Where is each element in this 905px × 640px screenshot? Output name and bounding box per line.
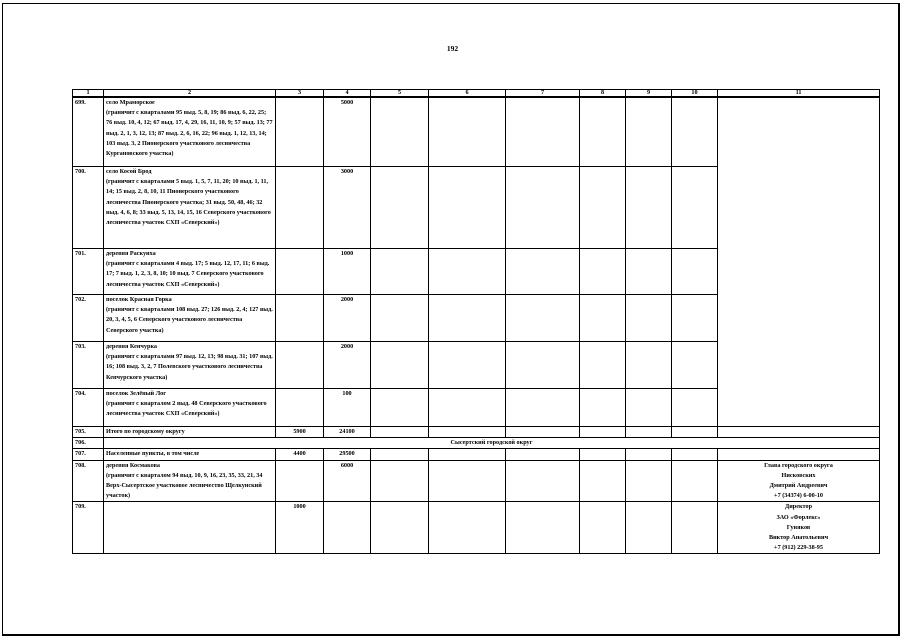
cell-col3 <box>276 389 324 427</box>
cell-col8 <box>580 249 626 295</box>
settlement-cell <box>104 460 276 502</box>
cell-col8 <box>580 342 626 389</box>
settlement-description: (граничит с кварталами 108 выд. 27; 126 выд. 2, 4; 127 выд. 20, 3, 4, 5, 6 Северского участкового лесничества Северского участка) <box>106 306 273 334</box>
cell-col6 <box>429 295 506 342</box>
col-header: 9 <box>626 90 672 98</box>
settlement-cell <box>104 249 276 295</box>
cell-col6 <box>429 502 506 554</box>
cell-col6 <box>429 427 506 438</box>
settlement-name: деревня Космакова <box>106 461 161 469</box>
total-label: Итого по городскому округу <box>104 427 276 438</box>
header-row <box>73 90 880 98</box>
cell-col8 <box>580 295 626 342</box>
cell-col10 <box>672 342 718 389</box>
signature-line: Дмитрий Андреевич <box>769 482 828 490</box>
cell-col5 <box>371 342 429 389</box>
cell-col8 <box>580 427 626 438</box>
cell-col10 <box>672 427 718 438</box>
col-header: 5 <box>371 90 429 98</box>
col-header: 4 <box>324 90 371 98</box>
cell-col11 <box>718 295 880 342</box>
table-row <box>73 342 880 389</box>
col-header: 6 <box>429 90 506 98</box>
row-number: 704. <box>73 389 104 427</box>
cell-col11 <box>718 249 880 295</box>
cell-col5 <box>371 427 429 438</box>
cell-col7 <box>506 167 580 249</box>
cell-col3: 1000 <box>276 502 324 554</box>
cell-col7 <box>506 427 580 438</box>
cell-col4: 29500 <box>324 449 371 460</box>
cell-col5 <box>371 97 429 167</box>
table-row <box>73 502 880 554</box>
row-number: 706. <box>73 438 104 449</box>
row-number: 709. <box>73 502 104 554</box>
signature-line: Нисковских <box>781 471 816 479</box>
cell-col8 <box>580 97 626 167</box>
cell-col9 <box>626 97 672 167</box>
table-row <box>73 389 880 427</box>
cell-col10 <box>672 502 718 554</box>
total-row <box>73 427 880 438</box>
row-number: 708. <box>73 460 104 502</box>
signature-line: +7 (34374) 6-00-10 <box>774 492 823 500</box>
col-header: 7 <box>506 90 580 98</box>
cell-col5 <box>371 502 429 554</box>
cell-col10 <box>672 167 718 249</box>
cell-col7 <box>506 295 580 342</box>
cell-col6 <box>429 167 506 249</box>
cell-col9 <box>626 249 672 295</box>
subtotal-row <box>73 449 880 460</box>
cell-col3: 5900 <box>276 427 324 438</box>
settlements-table <box>72 89 880 554</box>
cell-col10 <box>672 449 718 460</box>
signature-block-head <box>718 460 880 502</box>
cell-col6 <box>429 249 506 295</box>
table-row <box>73 249 880 295</box>
section-title: Сысертский городской округ <box>104 438 880 449</box>
cell-col8 <box>580 502 626 554</box>
cell-col9 <box>626 449 672 460</box>
cell-col11 <box>718 97 880 167</box>
cell-col6 <box>429 449 506 460</box>
settlement-cell <box>104 167 276 249</box>
settlement-cell <box>104 502 276 554</box>
cell-col4 <box>324 502 371 554</box>
settlement-name: село Мраморское <box>106 99 155 106</box>
cell-col4: 3000 <box>324 167 371 249</box>
col-header: 2 <box>104 90 276 98</box>
table-row <box>73 97 880 167</box>
cell-col6 <box>429 342 506 389</box>
settlement-description: (граничит с кварталами 95 выд. 5, 8, 19; 86 выд. 6, 22, 25; 76 выд. 10, 4, 12; 67 выд. 17, 4, 29, 16, 11, 10, 9; 57 выд. 13; 77 выд. 2, 1, 3, 12, 13; 87 выд. 2, 6, 16, 22; 96 выд. 1, 12, 13, 14; 103 выд. 3, 2 Пионерского участкового лесничества Кургановского участка) <box>106 109 273 158</box>
table-row <box>73 460 880 502</box>
signature-line: Виктор Анатольевич <box>768 534 829 542</box>
cell-col5 <box>371 249 429 295</box>
col-header: 8 <box>580 90 626 98</box>
cell-col7 <box>506 342 580 389</box>
cell-col5 <box>371 460 429 502</box>
settlement-cell <box>104 389 276 427</box>
cell-col10 <box>672 389 718 427</box>
cell-col10 <box>672 295 718 342</box>
table-row <box>73 167 880 249</box>
cell-col11 <box>718 342 880 389</box>
cell-col9 <box>626 502 672 554</box>
cell-col6 <box>429 460 506 502</box>
cell-col11 <box>718 389 880 427</box>
settlement-name: село Косой Брод <box>106 168 152 175</box>
row-number: 707. <box>73 449 104 460</box>
cell-col4: 100 <box>324 389 371 427</box>
signature-line: ЗАО «Форлекс» <box>776 513 821 521</box>
subtotal-label: Населенные пункты, в том числе <box>104 449 276 460</box>
cell-col3 <box>276 460 324 502</box>
col-header: 10 <box>672 90 718 98</box>
cell-col11 <box>718 167 880 249</box>
cell-col4: 2000 <box>324 342 371 389</box>
cell-col7 <box>506 249 580 295</box>
cell-col9 <box>626 460 672 502</box>
cell-col3 <box>276 97 324 167</box>
col-header: 1 <box>73 90 104 98</box>
cell-col5 <box>371 167 429 249</box>
settlement-description: (граничит с кварталами 5 выд. 1, 5, 7, 11, 20; 10 выд. 1, 11, 14; 15 выд. 2, 8, 10, 11 Пионерского участкового лесничества Пионерского участка; 31 выд. 50, 48, 46; 32 выд. 4, 6, 8; 33 выд. 5, 13, 14, 15, 16 Северского участкового лесничества участок СХП «Северский») <box>106 178 271 227</box>
cell-col11 <box>718 449 880 460</box>
cell-col7 <box>506 502 580 554</box>
settlement-cell <box>104 97 276 167</box>
cell-col3 <box>276 295 324 342</box>
signature-line: +7 (912) 229-38-95 <box>774 544 823 552</box>
signature-line: Глава городского округа <box>764 461 833 469</box>
cell-col3: 4400 <box>276 449 324 460</box>
settlement-cell <box>104 295 276 342</box>
table-row <box>73 295 880 342</box>
cell-col7 <box>506 460 580 502</box>
cell-col4: 5000 <box>324 97 371 167</box>
cell-col4: 24100 <box>324 427 371 438</box>
row-number: 700. <box>73 167 104 249</box>
cell-col11 <box>718 427 880 438</box>
settlement-name: поселок Зелёный Лог <box>106 390 167 397</box>
cell-col4: 2000 <box>324 295 371 342</box>
cell-col9 <box>626 167 672 249</box>
settlement-description: (граничит с кварталами 97 выд. 12, 13; 98 выд. 31; 107 выд. 16; 108 выд. 3, 2, 7 Полевского участкового лесничества Кенчурского участка) <box>106 353 273 381</box>
cell-col8 <box>580 449 626 460</box>
row-number: 705. <box>73 427 104 438</box>
row-number: 701. <box>73 249 104 295</box>
cell-col3 <box>276 249 324 295</box>
cell-col3 <box>276 342 324 389</box>
settlement-name: поселок Красная Горка <box>106 296 172 303</box>
cell-col7 <box>506 389 580 427</box>
cell-col7 <box>506 97 580 167</box>
cell-col9 <box>626 389 672 427</box>
signature-line: Гуняков <box>786 523 811 531</box>
settlement-description: (граничит с кварталами 4 выд. 17; 5 выд. 12, 17, 11; 6 выд. 17; 7 выд. 1, 2, 3, 8, 10; 10 выд. 7 Северского участкового лесничества участок СХП «Северский») <box>106 260 270 288</box>
page-number: 192 <box>446 44 459 53</box>
cell-col4: 6000 <box>324 460 371 502</box>
cell-col6 <box>429 389 506 427</box>
cell-col10 <box>672 97 718 167</box>
cell-col5 <box>371 295 429 342</box>
cell-col5 <box>371 389 429 427</box>
cell-col5 <box>371 449 429 460</box>
settlement-description: (граничит с кварталом 2 выд. 48 Северского участкового лесничества участок СХП «Северский») <box>106 400 267 418</box>
settlement-cell <box>104 342 276 389</box>
cell-col8 <box>580 460 626 502</box>
row-number: 699. <box>73 97 104 167</box>
col-header: 11 <box>718 90 880 98</box>
cell-col10 <box>672 460 718 502</box>
cell-col9 <box>626 427 672 438</box>
row-number: 702. <box>73 295 104 342</box>
cell-col6 <box>429 97 506 167</box>
section-row <box>73 438 880 449</box>
cell-col10 <box>672 249 718 295</box>
settlement-name: деревня Кенчурка <box>106 343 158 350</box>
cell-col7 <box>506 449 580 460</box>
cell-col9 <box>626 295 672 342</box>
settlement-description: (граничит с кварталом 94 выд. 10, 9, 16, 23, 35, 33, 21, 34 Верх-Сысертское участковое лесничество Щелкунский участок) <box>106 471 263 500</box>
settlement-name: деревня Раскуиха <box>106 250 156 257</box>
cell-col8 <box>580 167 626 249</box>
cell-col8 <box>580 389 626 427</box>
cell-col4: 1000 <box>324 249 371 295</box>
cell-col3 <box>276 167 324 249</box>
cell-col9 <box>626 342 672 389</box>
row-number: 703. <box>73 342 104 389</box>
signature-line: Директор <box>784 503 813 511</box>
col-header: 3 <box>276 90 324 98</box>
signature-block-director <box>718 502 880 554</box>
